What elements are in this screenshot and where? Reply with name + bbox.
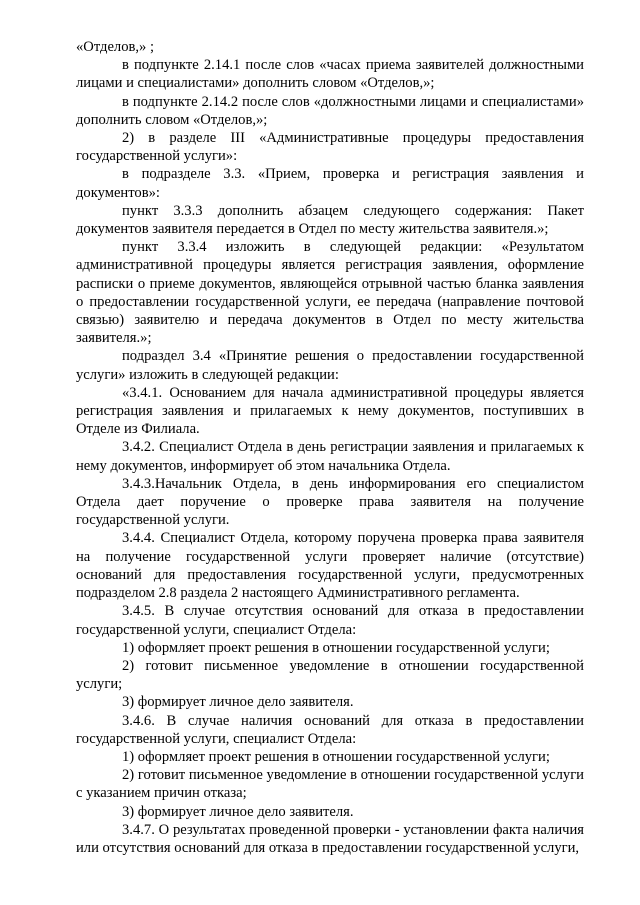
paragraph-20: 3) формирует личное дело заявителя.	[122, 803, 354, 820]
paragraph-13: 3.4.5. В случае отсутствия оснований для отказа в предоставлении государственной услуги, специалист Отдела:	[76, 603, 584, 638]
paragraph-12: 3.4.4. Специалист Отдела, которому поручена проверка права заявителя на получение государственной услуги проверяет наличие (отсутствие) оснований для предоставления государственной услуги, предусмотренных подразделом 2.8 раздела 2 настоящего Административного регламента.	[76, 530, 584, 602]
paragraph-6: пункт 3.3.3 дополнить абзацем следующего содержания: Пакет документов заявителя передается в Отдел по месту жительства заявителя.»;	[76, 202, 584, 238]
paragraph-4: 2) в разделе III «Административные процедуры предоставления государственной услуги»:	[76, 130, 584, 165]
paragraph-17: 3.4.6. В случае наличия оснований для отказа в предоставлении государственной услуги, специалист Отдела:	[76, 712, 584, 747]
paragraph-2: в подпункте 2.14.1 после слов «часах приема заявителей должностными лицами и специалистами» дополнить словом «Отделов,»;	[76, 57, 584, 92]
paragraph-10: 3.4.2. Специалист Отдела в день регистрации заявления и прилагаемых к нему документов, информирует об этом начальника Отдела.	[76, 439, 584, 474]
paragraph-21: 3.4.7. О результатах проведенной проверки - установлении факта наличия или отсутствия оснований для отказа в предоставлении государственной услуги,	[76, 821, 584, 856]
paragraph-9: «3.4.1. Основанием для начала административной процедуры является регистрация заявления и прилагаемых к нему документов, поступивших в Отделе из Филиала.	[76, 384, 584, 438]
paragraph-5: в подразделе 3.3. «Прием, проверка и регистрация заявления и документов»:	[76, 166, 584, 201]
paragraph-18: 1) оформляет проект решения в отношении государственной услуги;	[122, 748, 550, 765]
paragraph-8: подраздел 3.4 «Принятие решения о предоставлении государственной услуги» изложить в следующей редакции:	[76, 348, 584, 383]
paragraph-11: 3.4.3.Начальник Отдела, в день информирования его специалистом Отдела дает поручение о проверке права заявителя на получение государственной услуги.	[76, 475, 584, 529]
paragraph-3: в подпункте 2.14.2 после слов «должностными лицами и специалистами» дополнить словом «Отделов,»;	[76, 93, 584, 128]
paragraph-19: 2) готовит письменное уведомление в отношении государственной услуги с указанием причин отказа;	[76, 767, 584, 802]
paragraph-15: 2) готовит письменное уведомление в отношении государственной услуги;	[76, 657, 584, 693]
paragraph-1: «Отделов,» ;	[76, 39, 155, 55]
paragraph-7: пункт 3.3.4 изложить в следующей редакции: «Результатом административной процедуры является регистрация заявления, оформление расписки о приеме документов, являющейся отрывной частью бланка заявления о предоставлении государственной услуги, ее передача (направление почтовой связью) заявителю и передача документов в Отдел по месту жительства заявителя.»;	[76, 239, 584, 347]
paragraph-16: 3) формирует личное дело заявителя.	[122, 694, 354, 711]
document-page	[76, 38, 584, 857]
paragraph-14: 1) оформляет проект решения в отношении государственной услуги;	[122, 639, 550, 656]
